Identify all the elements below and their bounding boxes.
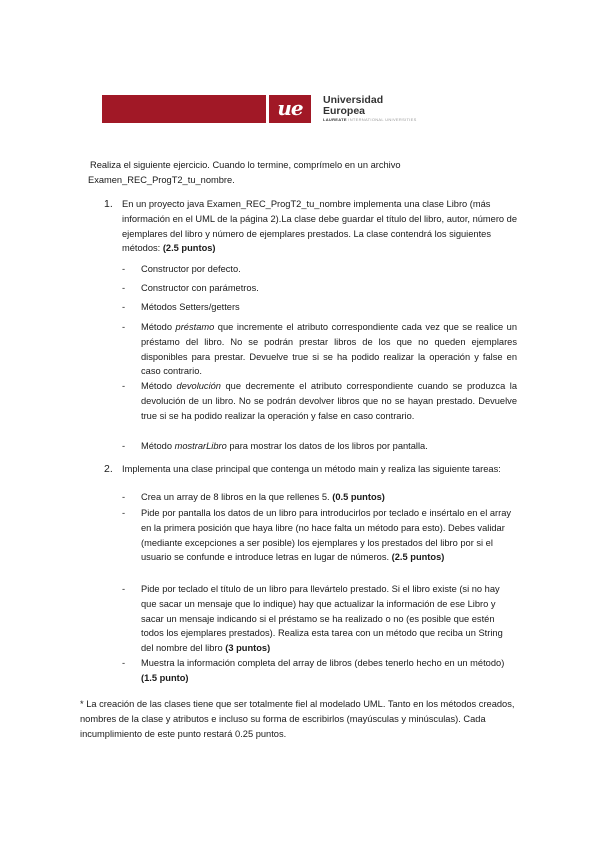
bullet-pide-datos — [141, 506, 517, 565]
bullet-dash: - — [122, 264, 126, 274]
question-1-points: (2.5 puntos) — [162, 243, 216, 254]
bullet-dash: - — [122, 322, 126, 332]
question-1-number: 1. — [104, 198, 113, 210]
page-header — [102, 95, 432, 123]
bullet-dash: - — [122, 441, 126, 451]
university-name-line1: Universidad — [323, 94, 384, 106]
question-2-text: Implementa una clase principal que contenga un método main y realiza las siguiente tareas: — [122, 464, 501, 474]
subtitle-bold: LAUREATE — [323, 117, 347, 122]
intro-paragraph — [88, 158, 508, 188]
prestamo-post: que incremente el atributo correspondiente cada vez que se realice un préstamo del libro. No se podrán prestar libros de los que no queden ejemplares disponibles para prestar. Devuelve true si se ha podido realizar la operación y false en caso contrario. — [141, 322, 517, 377]
prestamo-titulo-text: Pide por teclado el título de un libro para llevártelo prestado. Si el libro existe (si no hay que sacar un mensaje que lo indique) hay que actualizar la información de ese Libro y sacar un mensaje indicando si el préstamo se ha realizado o no (es posible que estén todos los ejemplares prestados). Realiza esta tarea con un método que reciba un String del nombre del libro — [141, 584, 503, 654]
devolucion-post: que decremente el atributo correspondiente cuando se produzca la devolución de un libro. No se podrán devolver libros que no se hayan prestado. Devuelve true si se ha podido realizar la operación y false en caso contrario. — [141, 381, 517, 421]
bullet-muestra-info — [141, 656, 517, 686]
muestra-info-points: (1.5 punto) — [141, 672, 189, 683]
question-1-body: En un proyecto java Examen_REC_ProgT2_tu_nombre implementa una clase Libro (más información en el UML de la página 2).La clase debe guardar el título del libro, autor, número de ejemplares del libro y número de ejemplares prestados. La clase contendrá los siguientes métodos: — [122, 199, 518, 254]
university-logo: ue — [269, 95, 311, 123]
pide-datos-points: (2.5 puntos) — [391, 552, 445, 563]
prestamo-method-name: préstamo — [175, 322, 215, 332]
university-name — [323, 95, 383, 117]
bullet-devolucion — [141, 379, 517, 423]
intro-line1: Realiza el siguiente ejercicio. Cuando lo termine, comprímelo en un archivo — [90, 160, 401, 170]
devolucion-method-name: devolución — [176, 381, 221, 391]
bullet-setters-getters: Métodos Setters/getters — [141, 302, 240, 312]
header-red-band — [102, 95, 266, 123]
bullet-mostrar-libro — [141, 439, 517, 454]
university-subtitle — [323, 117, 417, 122]
mostrar-method-name: mostrarLibro — [174, 441, 227, 451]
bullet-constructor-params: Constructor con parámetros. — [141, 283, 259, 293]
bullet-crea-array — [141, 490, 517, 505]
bullet-prestamo — [141, 320, 517, 379]
bullet-prestamo-titulo — [141, 582, 517, 656]
mostrar-post: para mostrar los datos de los libros por pantalla. — [226, 441, 428, 451]
bullet-dash: - — [122, 381, 126, 391]
bullet-dash: - — [122, 302, 126, 312]
uml-note: * La creación de las clases tiene que ser totalmente fiel al modelado UML. Tanto en los métodos creados, nombres de la clase y atributos e incluso su forma de escribirlos (mayúsculas y minúsculas). Cada incumplimiento de este punto restará 0.25 puntos. — [80, 699, 515, 739]
bullet-dash: - — [122, 584, 126, 594]
muestra-info-text: Muestra la información completa del array de libros (debes tenerlo hecho en un método) — [141, 658, 505, 668]
bullet-dash: - — [122, 508, 126, 518]
mostrar-pre: Método — [141, 441, 175, 451]
devolucion-pre: Método — [141, 381, 177, 391]
bullet-constructor-default: Constructor por defecto. — [141, 264, 241, 274]
question-1-text — [122, 197, 517, 256]
crea-array-points: (0.5 puntos) — [332, 492, 385, 502]
bullet-dash: - — [122, 658, 126, 668]
prestamo-pre: Método — [141, 322, 176, 332]
bullet-dash: - — [122, 283, 126, 293]
bullet-dash: - — [122, 492, 126, 502]
intro-line2: Examen_REC_ProgT2_tu_nombre. — [88, 174, 235, 185]
subtitle-rest: INTERNATIONAL UNIVERSITIES — [346, 117, 417, 122]
crea-array-text: Crea un array de 8 libros en la que rellenes 5. — [141, 492, 333, 502]
prestamo-titulo-points: (3 puntos) — [225, 643, 271, 654]
university-name-line2: Europea — [323, 105, 366, 117]
pide-datos-text: Pide por pantalla los datos de un libro para introducirlos por teclado e insértalo en el array en la primera posición que haya libre (no hace falta un método para esto). Debes validar (mediante excepciones a ser posible) los ejemplares y los prestados del libro por si el usuario se confunde e introduce letras en lugar de números. — [141, 508, 512, 563]
question-2-number: 2. — [104, 463, 113, 475]
